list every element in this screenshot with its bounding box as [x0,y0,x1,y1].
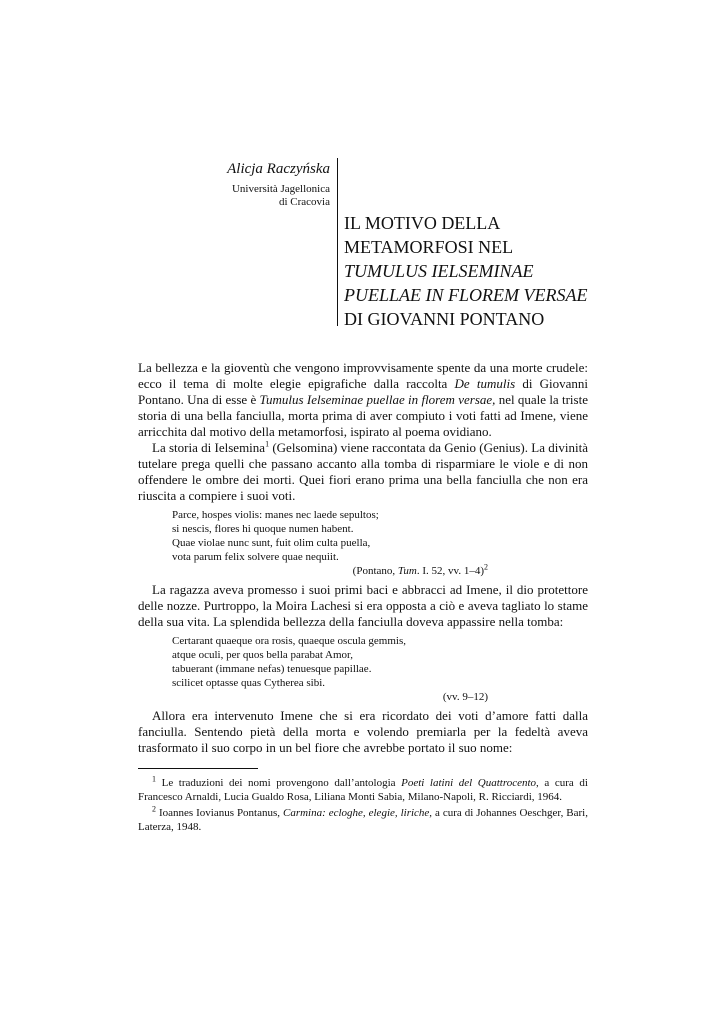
title-line-2: METAMORFOSI NEL [344,237,514,257]
footnote-divider [138,768,258,769]
verse-line: atque oculi, per quos bella parabat Amor, [172,649,354,661]
p1-italic-1: De tumulis [454,376,516,391]
footnotes [138,776,588,836]
citation-italic: Tum [397,565,417,577]
paragraph-2 [138,440,588,504]
verse-line: tabuerant (immane nefas) tenuesque papillae. [172,663,372,675]
verse-quote-1 [172,508,588,578]
p2-text-1: La storia di Ielsemina [152,440,266,455]
verse-citation-2: (vv. 9–12) [442,691,488,703]
verse-quote-2 [172,634,588,704]
header-divider [337,158,338,326]
fn1-italic: Poeti latini del Quattrocento [401,777,537,789]
p1-italic-2: Tumulus Ielseminae puellae in florem versae, [259,392,496,407]
fn1-text-1: Le traduzioni dei nomi provengono dall’antologia [156,777,402,789]
author-name: Alicja Raczyńska [227,161,330,177]
title-line-1: IL MOTIVO DELLA [344,213,501,233]
verse-line: si nescis, flores hi quoque numen habent. [172,523,354,535]
footnote-number-2: 2 [152,804,156,814]
footnote-ref-2: 2 [484,562,488,572]
affiliation-line-1: Università Jagellonica [231,183,330,195]
citation-text-b: . I. 52, vv. 1–4) [416,565,484,577]
verse-line: scilicet optasse quas Cytherea sibi. [172,677,326,689]
fn2-text-1: Ioannes Iovianus Pontanus, [156,807,283,819]
affiliation-line-2: di Cracovia [278,196,330,208]
article-title [344,211,664,331]
fn2-text-2: , a cura di Johannes Oeschger, Bari, Laterza, 1948. [138,807,588,833]
verse-citation-1 [172,564,588,578]
footnote-2 [138,806,588,834]
title-line-3: TUMULUS IELSEMINAE [344,261,534,281]
verse-line: Certarant quaeque ora rosis, quaeque oscula gemmis, [172,635,406,647]
verse-line: Parce, hospes violis: manes nec laede sepultos; [172,509,379,521]
p1-text-3: nel quale la triste storia di una bella fanciulla, morta prima di aver compiuto i voti fatti ad Imene, viene arricchita dal motivo della metamorfosi, ispirato al poema ovidiano. [138,392,588,439]
paragraph-3: La ragazza aveva promesso i suoi primi baci e abbracci ad Imene, il dio protettore delle nozze. Purtroppo, la Moira Lachesi si era opposta a ciò e aveva tagliato lo stame della sua vita. La splendida bellezza della fanciulla doveva appassire nella tomba: [138,582,588,629]
p1-text-1: La bellezza e la gioventù che vengono improvvisamente spente da una morte crudele: ecco il tema di molte elegie epigrafiche dalla raccolta [138,360,588,391]
footnote-ref-1: 1 [265,439,270,449]
verse-line: vota parum felix solvere quae nequiit. [172,551,339,563]
footnote-1 [138,776,588,804]
affiliation [150,183,330,209]
verse-line: Quae violae nunc sunt, fuit olim culta puella, [172,537,371,549]
p2-text-2: (Gelsomina) viene raccontata da Genio (Genius). La divinità tutelare prega quelli che passano accanto alla tomba di risparmiare le viole e di non offendere le ombre dei morti. Quei fiori erano prima una bella fanciulla che non era riuscita a compiere i suoi voti. [138,440,588,503]
footnote-number-1: 1 [152,774,156,784]
fn2-italic: Carmina: ecloghe, elegie, liriche [282,807,430,819]
author-block [150,160,330,209]
title-line-4: PUELLAE IN FLOREM VERSAE [344,285,588,305]
title-line-5: DI GIOVANNI PONTANO [344,309,545,329]
p1-text-2: di Giovanni Pontano. Una di esse è [138,376,588,407]
citation-text-a: (Pontano, [352,565,398,577]
fn1-text-2: , a cura di Francesco Arnaldi, Lucia Gualdo Rosa, Liliana Monti Sabia, Milano-Napoli, R. Ricciardi, 1964. [138,777,588,803]
paragraph-1 [138,360,588,440]
paragraph-4: Allora era intervenuto Imene che si era ricordato dei voti d’amore fatti dalla fanciulla. Sentendo pietà della morta e volendo premiarla per la fedeltà aveva trasformato il suo corpo in un bel fiore che avrebbe portato il suo nome: [138,708,588,755]
article-body [138,360,588,756]
